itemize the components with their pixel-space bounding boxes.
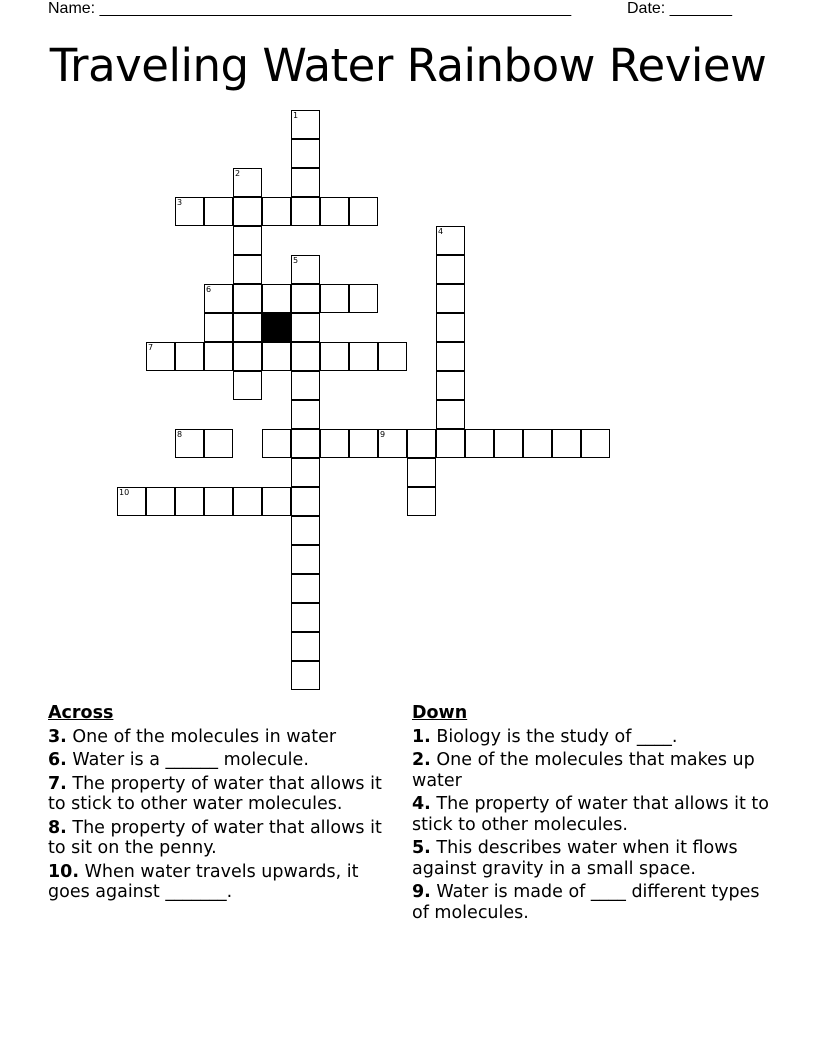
grid-cell[interactable] [320,342,349,371]
grid-cell[interactable] [291,661,320,690]
clue-number: 8. [48,817,67,838]
name-field[interactable]: Name: _____________________________________________________ [48,0,572,17]
grid-cell[interactable] [291,487,320,516]
cell-number: 2 [235,169,241,178]
grid-cell[interactable] [436,226,465,255]
grid-cell[interactable] [291,284,320,313]
across-clue [48,727,388,748]
clue-text: This describes water when it flows against gravity in a small space. [412,838,738,879]
grid-cell[interactable] [204,284,233,313]
grid-cell[interactable] [262,284,291,313]
grid-cell[interactable] [291,632,320,661]
grid-cell[interactable] [436,255,465,284]
grid-cell[interactable] [233,197,262,226]
clue-text: Biology is the study of ____. [436,726,678,747]
grid-cell[interactable] [117,487,146,516]
grid-cell[interactable] [436,429,465,458]
grid-cell[interactable] [233,487,262,516]
clue-text: The property of water that allows it to sit on the penny. [48,817,382,858]
down-clue [412,882,772,923]
clue-text: One of the molecules that makes up water [412,750,755,791]
grid-cell[interactable] [291,603,320,632]
grid-cell[interactable] [378,429,407,458]
grid-cell[interactable] [262,197,291,226]
across-clue [48,774,388,815]
grid-cell[interactable] [465,429,494,458]
grid-cell[interactable] [175,342,204,371]
cell-number: 10 [119,488,130,497]
grid-cell[interactable] [436,342,465,371]
grid-cell[interactable] [291,255,320,284]
across-heading: Across [48,703,114,723]
grid-cell[interactable] [436,313,465,342]
clue-number: 6. [48,750,67,770]
grid-cell[interactable] [291,545,320,574]
grid-cell[interactable] [204,342,233,371]
grid-cell[interactable] [436,371,465,400]
grid-cell[interactable] [291,574,320,603]
grid-cell[interactable] [291,458,320,487]
grid-cell[interactable] [291,371,320,400]
page-title: Traveling Water Rainbow Review [49,39,767,92]
cell-number: 9 [380,430,386,439]
clue-number: 5. [412,838,431,858]
clue-text: Water is a ______ molecule. [72,750,309,770]
grid-cell[interactable] [436,284,465,313]
clue-number: 4. [412,794,431,814]
cell-number: 8 [177,430,183,439]
across-clues [48,703,388,906]
grid-cell[interactable] [233,226,262,255]
cell-number: 5 [293,256,299,265]
clue-number: 2. [412,750,431,770]
grid-cell[interactable] [349,197,378,226]
cell-number: 4 [438,227,444,236]
down-clue [412,838,772,879]
grid-cell[interactable] [262,342,291,371]
across-clue [48,750,388,771]
down-clue [412,794,772,835]
grid-cell[interactable] [291,110,320,139]
grid-cell[interactable] [581,429,610,458]
blocked-cell [262,313,291,342]
grid-cell[interactable] [436,400,465,429]
grid-cell[interactable] [291,342,320,371]
grid-cell[interactable] [407,429,436,458]
cell-number: 7 [148,343,154,352]
down-clues [412,703,772,926]
grid-cell[interactable] [233,342,262,371]
down-clue [412,727,772,748]
clue-number: 3. [48,726,67,747]
grid-cell[interactable] [407,487,436,516]
cell-number: 3 [177,198,183,207]
grid-cell[interactable] [291,168,320,197]
grid-cell[interactable] [552,429,581,458]
clue-number: 9. [412,882,431,902]
grid-cell[interactable] [175,197,204,226]
grid-cell[interactable] [523,429,552,458]
clue-number: 10. [48,861,80,882]
grid-cell[interactable] [349,429,378,458]
grid-cell[interactable] [378,342,407,371]
grid-cell[interactable] [204,487,233,516]
cell-number: 1 [293,111,299,120]
grid-cell[interactable] [407,458,436,487]
grid-cell[interactable] [494,429,523,458]
grid-cell[interactable] [291,313,320,342]
grid-cell[interactable] [262,487,291,516]
clue-text: The property of water that allows it to stick to other molecules. [412,794,769,835]
grid-cell[interactable] [146,342,175,371]
grid-cell[interactable] [233,255,262,284]
clue-number: 7. [48,773,67,794]
grid-cell[interactable] [291,400,320,429]
grid-cell[interactable] [320,284,349,313]
clue-text: Water is made of ____ different types of molecules. [412,882,760,923]
grid-cell[interactable] [233,313,262,342]
grid-cell[interactable] [233,371,262,400]
grid-cell[interactable] [204,197,233,226]
grid-cell[interactable] [146,487,175,516]
grid-cell[interactable] [204,429,233,458]
grid-cell[interactable] [291,429,320,458]
grid-cell[interactable] [349,284,378,313]
clue-text: One of the molecules in water [72,726,337,747]
clue-number: 1. [412,726,431,747]
grid-cell[interactable] [262,429,291,458]
grid-cell[interactable] [320,429,349,458]
clue-text: The property of water that allows it to stick to other water molecules. [48,773,382,814]
grid-cell[interactable] [233,168,262,197]
across-clue [48,862,388,903]
across-clue [48,818,388,859]
clue-text: When water travels upwards, it goes against _______. [48,861,359,902]
date-field[interactable]: Date: _______ [627,0,732,17]
grid-cell[interactable] [233,284,262,313]
grid-cell[interactable] [291,139,320,168]
down-clue [412,750,772,791]
grid-cell[interactable] [349,342,378,371]
cell-number: 6 [206,285,212,294]
grid-cell[interactable] [320,197,349,226]
grid-cell[interactable] [175,429,204,458]
grid-cell[interactable] [204,313,233,342]
grid-cell[interactable] [291,197,320,226]
down-heading: Down [412,703,468,723]
grid-cell[interactable] [175,487,204,516]
grid-cell[interactable] [291,516,320,545]
